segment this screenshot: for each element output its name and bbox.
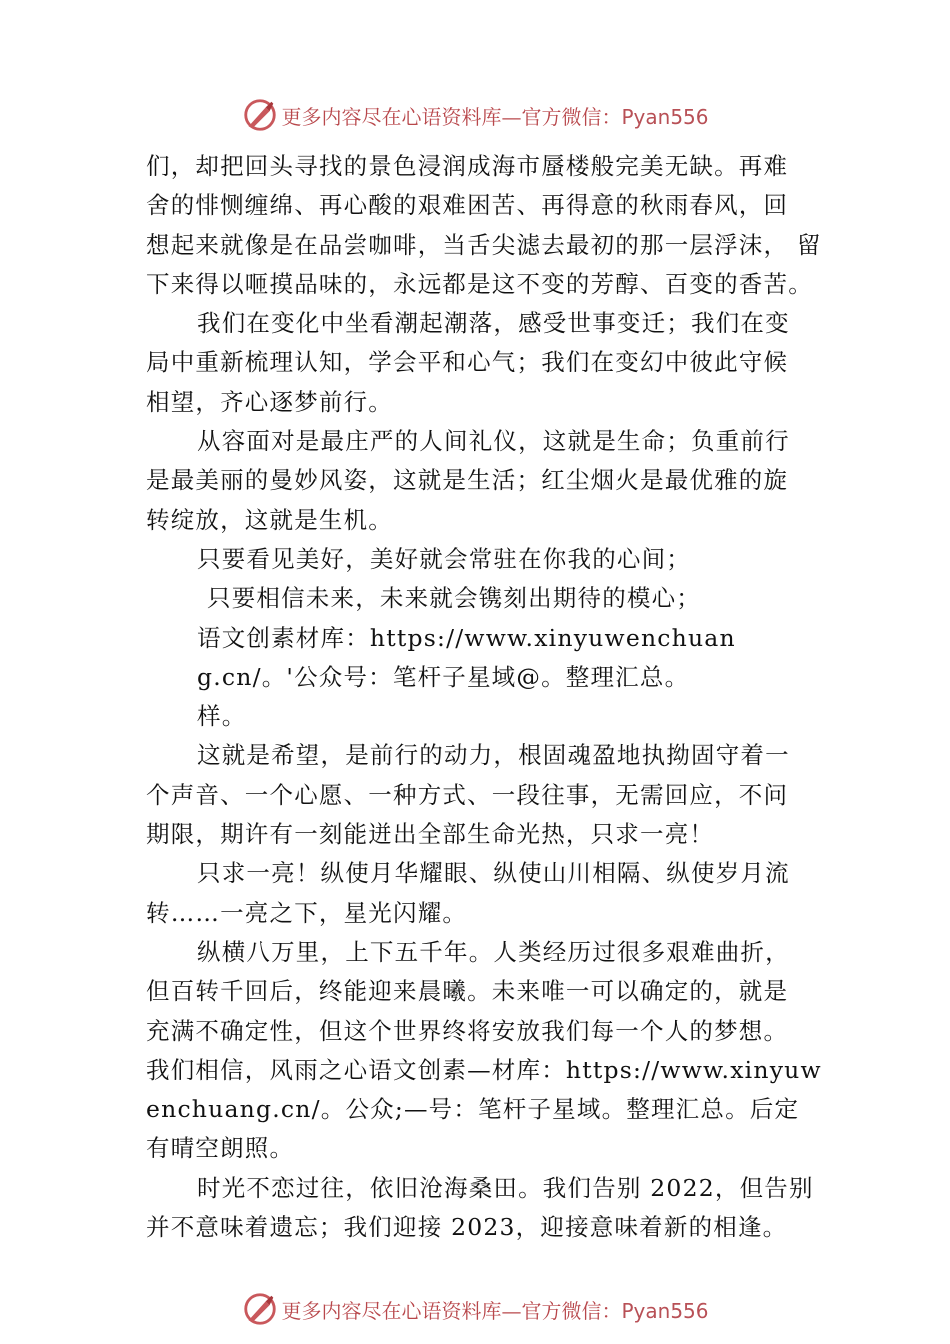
text-line: 局中重新梳理认知，学会平和心气；我们在变幻中彼此守候 xyxy=(146,348,789,377)
text-line: g.cn/。'公众号：笔杆子星域@。整理汇总。 xyxy=(197,662,690,691)
text-line: 但百转千回后，终能迎来晨曦。未来唯一可以确定的，就是 xyxy=(146,977,789,1006)
text-line: enchuang.cn/。公众;—号：笔杆子星域。整理汇总。后定 xyxy=(146,1095,800,1124)
footer-brand: 更多内容尽在心语资料库 xyxy=(281,1298,502,1323)
header-text xyxy=(281,101,708,130)
text-line: 有晴空朗照。 xyxy=(146,1134,295,1163)
pen-nib-logo-icon xyxy=(241,1290,279,1328)
footer-banner xyxy=(0,1289,950,1329)
text-line: 时光不恋过往，依旧沧海桑田。我们告别 2022，但告别 xyxy=(197,1173,814,1202)
footer-separator: — xyxy=(501,1298,522,1323)
footer-wechat-id: Pyan556 xyxy=(621,1298,709,1323)
pen-nib-logo-icon xyxy=(241,96,279,134)
text-line: 这就是希望，是前行的动力，根固魂盈地执拗固守着一 xyxy=(197,741,790,770)
text-line: 相望，齐心逐梦前行。 xyxy=(146,387,393,416)
text-line: 想起来就像是在品尝咖啡，当舌尖滤去最初的那一层浮沫， 留 xyxy=(146,230,822,259)
text-line: 只要相信未来，未来就会镌刻出期待的模心； xyxy=(207,584,701,613)
text-line: 充满不确定性，但这个世界终将安放我们每一个人的梦想。 xyxy=(146,1016,789,1045)
header-wechat-id: Pyan556 xyxy=(621,104,709,129)
text-line: 我们在变化中坐看潮起潮落，感受世事变迁；我们在变 xyxy=(197,309,790,338)
text-line: 只求一亮！纵使月华耀眼、纵使山川相隔、纵使岁月流 xyxy=(197,859,790,888)
text-line: 们，却把回头寻找的景色浸润成海市蜃楼般完美无缺。再难 xyxy=(146,152,789,180)
header-banner xyxy=(0,95,950,135)
text-line: 个声音、一个心愿、一种方式、一段往事，无需回应，不问 xyxy=(146,780,789,809)
footer-text xyxy=(281,1295,708,1324)
document-body xyxy=(146,147,822,1247)
header-separator: — xyxy=(501,104,522,129)
header-brand: 更多内容尽在心语资料库 xyxy=(281,104,502,129)
text-line: 样。 xyxy=(197,702,247,731)
text-line: 只要看见美好，美好就会常驻在你我的心间； xyxy=(197,544,691,573)
text-line: 转绽放，这就是生机。 xyxy=(146,505,393,534)
text-line: 下来得以咂摸品味的，永远都是这不变的芳醇、百变的香苦。 xyxy=(146,269,813,298)
header-wechat-label: 官方微信： xyxy=(521,104,622,129)
footer-wechat-label: 官方微信： xyxy=(521,1298,622,1323)
text-line: 期限，期许有一刻能迸出全部生命光热，只求一亮！ xyxy=(146,820,715,849)
text-line: 我们相信，风雨之心语文创素—材库：https://www.xinyuw xyxy=(146,1055,822,1084)
text-line: 转……一亮之下，星光闪耀。 xyxy=(146,898,468,927)
text-line: 并不意味着遗忘；我们迎接 2023，迎接意味着新的相逢。 xyxy=(146,1213,788,1242)
text-line: 舍的悱恻缠绵、再心酸的艰难困苦、再得意的秋雨春风，回 xyxy=(146,191,789,220)
text-line: 语文创素材库：https://www.xinyuwenchuan xyxy=(197,623,736,652)
text-line: 是最美丽的曼妙风姿，这就是生活；红尘烟火是最优雅的旋 xyxy=(146,466,789,495)
text-line: 从容面对是最庄严的人间礼仪，这就是生命；负重前行 xyxy=(197,427,790,456)
text-line: 纵横八万里，上下五千年。人类经历过很多艰难曲折， xyxy=(197,937,790,966)
